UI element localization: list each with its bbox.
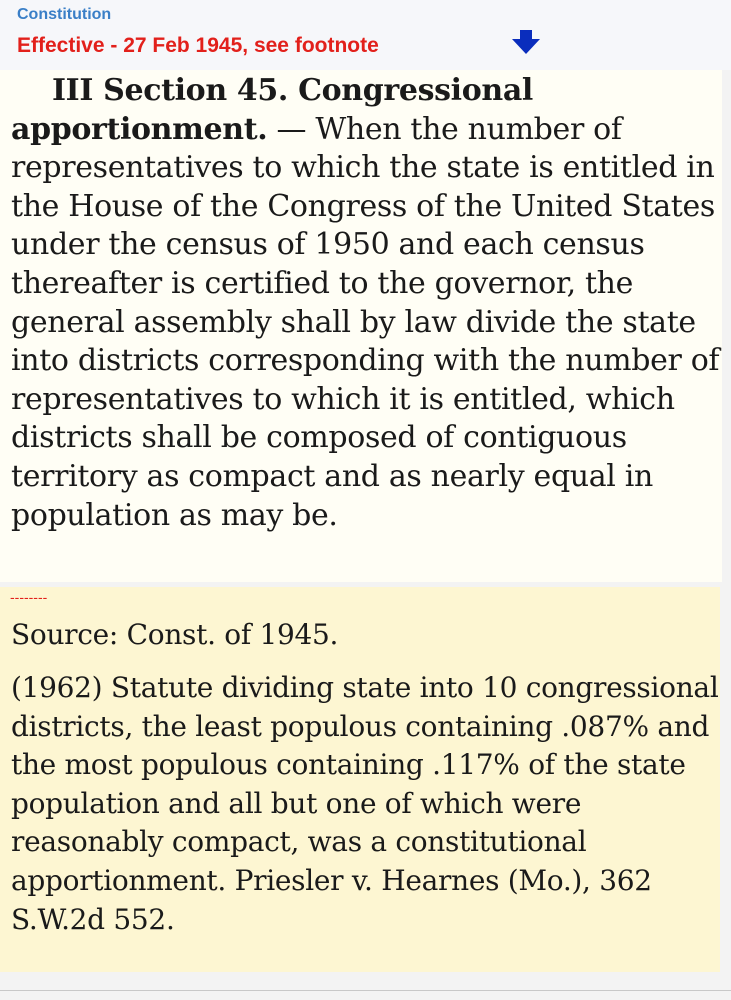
effective-date-note[interactable]: Effective - 27 Feb 1945, see footnote (17, 34, 379, 57)
header-bar (0, 0, 731, 70)
source-note: Source: Const. of 1945. (11, 618, 339, 651)
arrow-down-icon[interactable] (511, 29, 541, 55)
divider (0, 990, 731, 991)
section-heading: III Section 45. Congressional apportionment. (11, 73, 533, 147)
breadcrumb-constitution[interactable]: Constitution (17, 6, 112, 23)
footnote-separator: -------- (10, 589, 48, 605)
section-text (11, 72, 721, 535)
section-content (0, 70, 722, 582)
footnotes-panel (0, 587, 720, 972)
em-dash: — (276, 111, 307, 147)
case-annotation: (1962) Statute dividing state into 10 congressional districts, the least populous containing .087% and the most populous containing .117% of the state population and all but one of which were reasonably compact, was a constitutional apportionment. Priesler v. Hearnes (Mo.), 362 S.W.2d 552. (11, 671, 719, 936)
section-body-text: When the number of representatives to which the state is entitled in the House of the Congress of the United States under the census of 1950 and each census thereafter is certified to the governor, the general assembly shall by law divide the state into districts corresponding with the number of representatives to which it is entitled, which districts shall be composed of contiguous territory as compact and as nearly equal in population as may be. (11, 111, 720, 533)
